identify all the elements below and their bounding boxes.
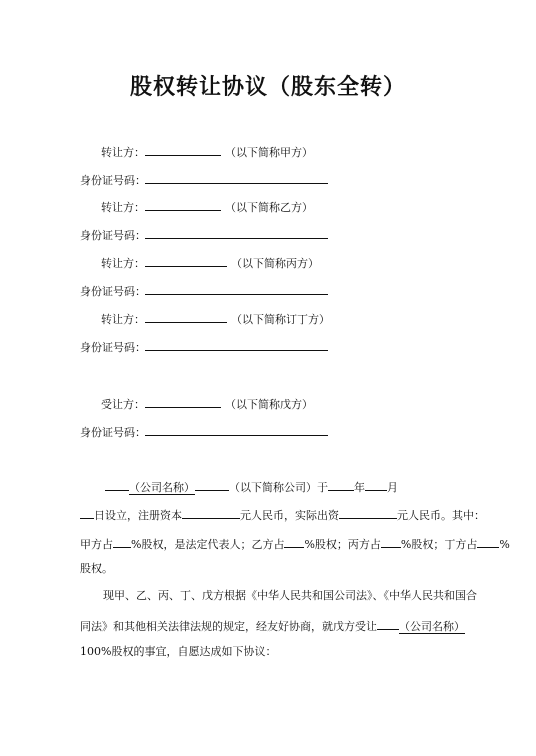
party-row-2: [80, 199, 313, 215]
id-number-blank[interactable]: [145, 424, 328, 436]
party-role-label: 转让方：: [101, 257, 145, 270]
transferee-note: （以下简称戊方）: [225, 398, 313, 411]
id-number-label: 身份证号码：: [80, 229, 146, 242]
party-name-blank[interactable]: [145, 144, 221, 156]
company-name-placeholder: （公司名称）: [399, 620, 465, 633]
body-text: 股权。: [80, 562, 113, 575]
body-text: 甲方占: [80, 538, 113, 551]
transferee-name-blank[interactable]: [145, 396, 221, 408]
body-text: 100%股权的事宜，自愿达成如下协议：: [80, 645, 277, 658]
id-number-label: 身份证号码：: [80, 174, 146, 187]
body-text: %股权；丁方占: [400, 538, 478, 551]
share-blank[interactable]: [477, 535, 499, 548]
party-role-label: 转让方：: [101, 201, 145, 214]
party-role-label: 转让方：: [101, 146, 145, 159]
year-blank[interactable]: [328, 478, 354, 491]
id-number-blank[interactable]: [145, 172, 328, 184]
transferee-id-row: [80, 424, 328, 440]
blank[interactable]: [377, 617, 399, 630]
party-id-row-2: [80, 227, 328, 243]
party-note: （以下简称订丁方）: [231, 313, 330, 326]
blank[interactable]: [105, 478, 129, 491]
party-id-row-3: [80, 283, 328, 299]
party-note: （以下简称甲方）: [225, 146, 313, 159]
id-number-label: 身份证号码：: [80, 341, 146, 354]
id-number-blank[interactable]: [145, 283, 328, 295]
company-name-placeholder: （公司名称）: [129, 481, 195, 494]
month-label: 月: [387, 481, 398, 494]
party-name-blank[interactable]: [145, 199, 221, 211]
party-id-row-1: [80, 172, 328, 188]
body-text: 元人民币。其中：: [397, 509, 485, 522]
share-blank[interactable]: [381, 535, 401, 548]
party-note: （以下简称乙方）: [225, 201, 313, 214]
body-text: 现甲、乙、丙、丁、戊方根据《中华人民共和国公司法》、《中华人民共和国合: [103, 589, 477, 602]
year-label: 年: [354, 481, 365, 494]
id-number-label: 身份证号码：: [80, 426, 146, 439]
body-p2-line-1: [103, 589, 477, 603]
body-p2-line-3: [80, 645, 276, 659]
body-text: 日设立，注册资本: [94, 509, 182, 522]
paid-capital-blank[interactable]: [339, 506, 397, 519]
blank[interactable]: [195, 478, 229, 491]
id-number-blank[interactable]: [145, 339, 328, 351]
party-row-3: [80, 255, 319, 271]
registered-capital-blank[interactable]: [182, 506, 240, 519]
body-text: %股权，是法定代表人；乙方占: [131, 538, 285, 551]
party-row-1: [80, 144, 313, 160]
body-text: %股权；丙方占: [304, 538, 381, 551]
document-title: 股权转让协议（股东全转）: [129, 75, 406, 100]
transferee-role-label: 受让方：: [101, 398, 145, 411]
party-name-blank[interactable]: [145, 311, 227, 323]
body-line-3: [80, 535, 510, 552]
party-name-blank[interactable]: [145, 255, 227, 267]
party-role-label: 转让方：: [101, 313, 145, 326]
company-suffix: （以下简称公司）于: [229, 481, 328, 494]
body-line-2: [80, 506, 485, 523]
month-blank[interactable]: [365, 478, 387, 491]
body-text: 同法》和其他相关法律法规的规定，经友好协商，就戊方受让: [80, 620, 377, 633]
body-p2-line-2: [80, 617, 465, 634]
id-number-label: 身份证号码：: [80, 285, 146, 298]
body-line-4: [80, 562, 113, 576]
party-row-4: [80, 311, 330, 327]
body-text: %: [499, 538, 510, 551]
share-blank[interactable]: [113, 535, 131, 548]
share-blank[interactable]: [284, 535, 304, 548]
body-line-1: [105, 478, 398, 495]
body-text: 元人民币，实际出资: [240, 509, 339, 522]
transferee-row: [80, 396, 313, 412]
party-note: （以下简称丙方）: [231, 257, 319, 270]
party-id-row-4: [80, 339, 328, 355]
day-blank[interactable]: [80, 506, 94, 519]
id-number-blank[interactable]: [145, 227, 328, 239]
